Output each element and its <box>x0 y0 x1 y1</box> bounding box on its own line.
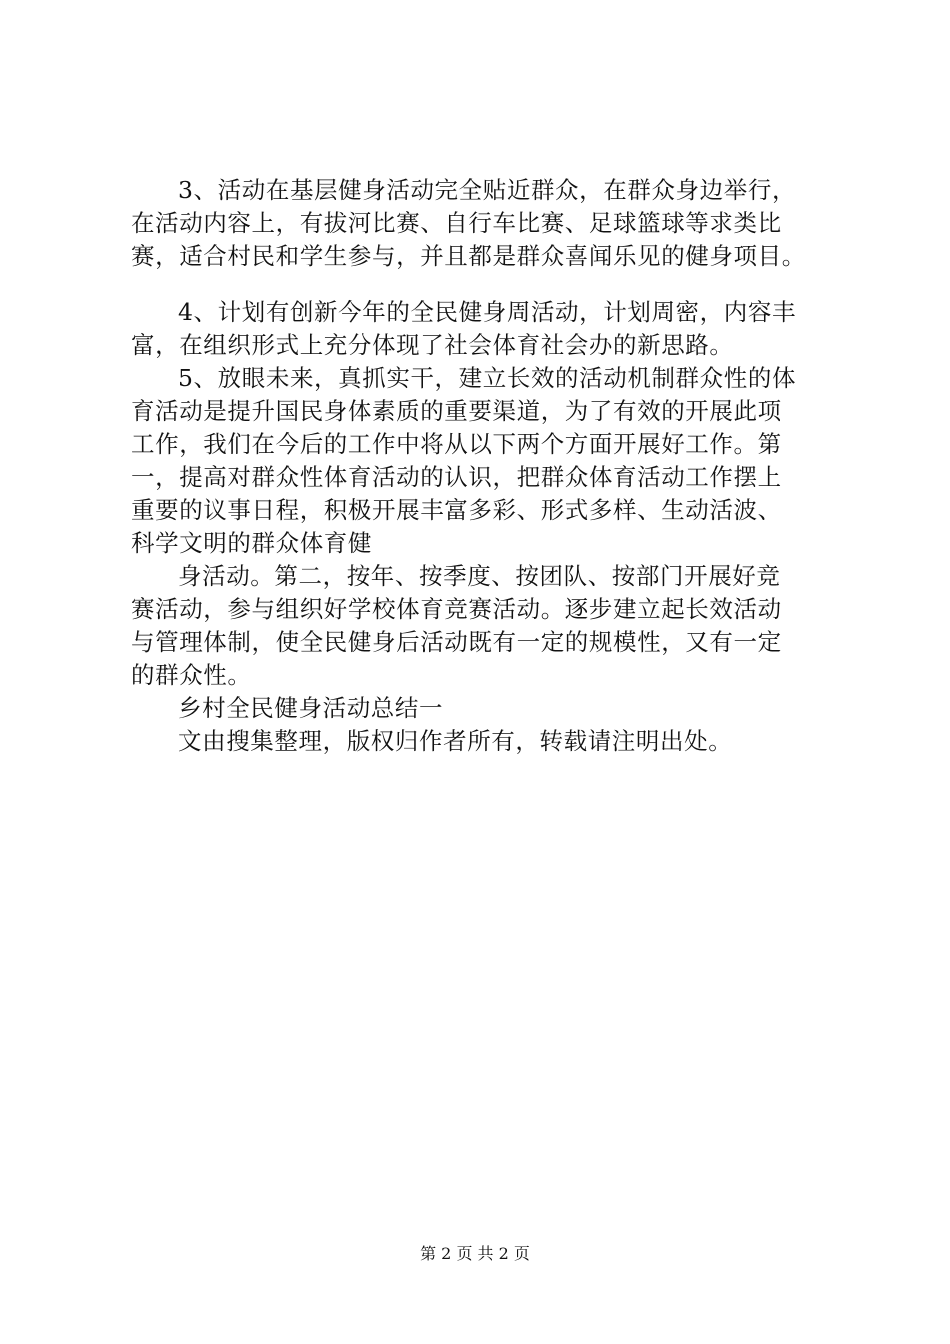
paragraph-line: 富，在组织形式上充分体现了社会体育社会办的新思路。 <box>131 331 734 359</box>
paragraph-line: 的群众性。 <box>131 661 252 689</box>
copyright-notice: 文由搜集整理，版权归作者所有，转载请注明出处。 <box>178 727 733 755</box>
paragraph-line: 赛，适合村民和学生参与，并且都是群众喜闻乐见的健身项目。 <box>131 242 806 270</box>
paragraph-line: 育活动是提升国民身体素质的重要渠道，为了有效的开展此项 <box>131 397 782 425</box>
paragraph-line: 在活动内容上，有拔河比赛、自行车比赛、足球篮球等求类比 <box>131 209 782 237</box>
paragraph-line: 身活动。第二，按年、按季度、按团队、按部门开展好竞 <box>178 562 781 590</box>
paragraph-line: 与管理体制，使全民健身后活动既有一定的规模性，又有一定 <box>131 628 782 656</box>
page-number-footer: 第 2 页 共 2 页 <box>420 1244 530 1263</box>
paragraph-line: 一，提高对群众性体育活动的认识，把群众体育活动工作摆上 <box>131 463 782 491</box>
paragraph-line: 重要的议事日程，积极开展丰富多彩、形式多样、生动活波、 <box>131 496 782 524</box>
paragraph-line: 赛活动，参与组织好学校体育竞赛活动。逐步建立起长效活动 <box>131 595 782 623</box>
paragraph-line: 4、计划有创新今年的全民健身周活动，计划周密，内容丰 <box>178 298 797 326</box>
paragraph-line: 3、活动在基层健身活动完全贴近群众，在群众身边举行， <box>178 176 797 204</box>
document-subtitle: 乡村全民健身活动总结一 <box>178 694 444 722</box>
paragraph-line: 工作，我们在今后的工作中将从以下两个方面开展好工作。第 <box>131 430 782 458</box>
paragraph-line: 5、放眼未来，真抓实干，建立长效的活动机制群众性的体 <box>178 364 797 392</box>
paragraph-line: 科学文明的群众体育健 <box>131 529 372 557</box>
